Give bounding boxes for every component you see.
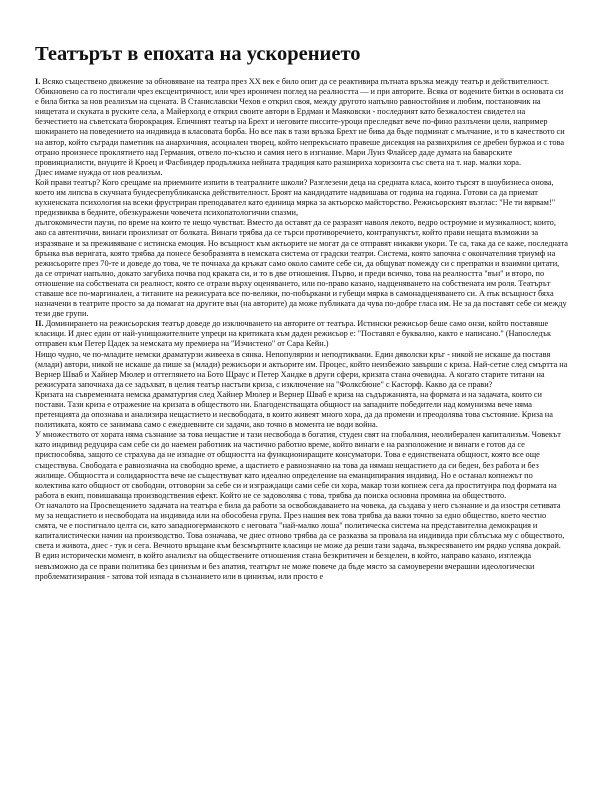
paragraph-text: дългокомичести паузи, по време на които те нещо чувстват. Вместо да оставят да се разразят наволя лекото, ведро остроумие и музикалност, които, ако са автентични, винаги произлизат от болката. Винаги трябва да се търси противоречието, контрапунктът, който прави нещата възможни за изразяване и за преживяване с истинска емоция. Но всъщност към актьорите не могат да се отправят никакви укори. Те са, така да се каже, последната брънка във веригата, която трябва да понесе безобразията в немската система от градски театри. Система, която започна с окончателния триумф на режисьорите през 70-те и доведе до това, че те почнаха да кръжат само около самите себе си, да общуват помежду си с препратки и взаимни цитати, да се отричат напълно, докато загубиха почва под краката си, и то в две отношения. Първо, и преди всичко, това на реалността "вън" и второ, по отношение на собствената си реалност, която се отрази върху оценяването, или по-право казано, надценяването на собствената им роля. Театърът ставаше все по-маргинален, а титаните на режисурата все по-велики, по-побъркани и губещи мярка в самонадценяването си. А пък всъщност бяха назначени в театрите просто за да помагат на другите вън (на авторите) да може публиката да чува по-добре гласа им. Не за да поставят себе си между тези две групи. xyxy=(35,218,568,319)
paragraph xyxy=(35,390,568,430)
article-title: Театърът в епохата на ускорението xyxy=(35,43,361,65)
section-label: II. xyxy=(35,319,44,329)
paragraph-text: Кой прави театър? Кого срещаме на приемните изпити в театралните школи? Разглезени деца на средната класа, които търсят в шоубизнеса онова, което им липсва в скучната бундесрепубликанска действителност. Броят на кандидатите надвишава от година на година. Готови са да приемат кухненската психология на всеки фрустриран преподавател като единица мярка за актьорско майсторство. Режисьорският възглас: "Не ти вярвам!" предизвиква в бедните, обезкуражени човечета психопатологични спазми, xyxy=(35,177,556,218)
paragraph-text: Днес имаме нужда от нов реализъм. xyxy=(35,167,163,177)
paragraph-text: Кризата на съвременната немска драматургия след Хайнер Мюлер и Вернер Шваб е криза на съдържанията, на формата и на задачата, които си постави. Тази криза е отражение на кризата в обществото ни. Благоденстващата общност на западните победители над комунизма вече няма претенцията да опознава и анализира нещастието и несвободата, в които живеят много хора, да да промени и преодолява това състояние. Криза на политиката, която се занимава само с ежедневните си задачи, ако точно в момента не води война. xyxy=(35,389,553,430)
paragraph xyxy=(35,168,568,178)
paragraph-text: Нищо чудно, че по-младите немски драматурзи живееха в сянка. Непопулярни и неподтиквани. Един дяволски кръг - никой не искаше да поставя (млади) автори, никой не искаше да пише за (млади) режисьори и актьорите им. Процес, който неизбежно завърши с криза. Най-сетне след смъртта на Вернер Шваб и Хайнер Мюлер и оттеглянето на Бото Щраус и Петер Хандке в други сфери, кризата стана очевидна. А когато старите титани на режисурата започнаха да се задъхват, в целия театър настъпи криза, с изключение на "Фолксбюне" с Касторф. Какво да се прави? xyxy=(35,349,568,389)
paragraph xyxy=(35,218,568,319)
paragraph-text: Доминирането на режисьорския театър доведе до изключването на авторите от театъра. Истински режисьор беше само онзи, който поставяше класици. И днес един от най-унищожителните упреци на критиката към даден режисьор е: "Поставял е буквално, както е написано." (Напоследък отправен към Петер Цадек за немската му премиера на "Изчистено" от Сара Кейн.) xyxy=(35,319,552,349)
paragraph xyxy=(35,430,568,501)
paragraph-text: В един исторически момент, в който анализът на обществените отношения стана безкритичен и безцелен, в който, направо казано, изглежда невъзможно да се прави политика без цинизъм и без апатия, театърът не може повече да бъде място за самоуверени вчерашни идеологически проблематизирания - затова той изпада в съзнанието или в цинизъм, или просто е xyxy=(35,551,535,581)
paragraph-text: От началото на Просвещението задачата на театъра е била да работи за освобождаването на човека, да създава у него съзнание и да изостря сетивата му за нещастието и несвободата на индивида или на обособена група. През нашия век това трябва да важи точно за едно общество, което честно смята, че е постигнало целта си, като западногерманското с неговата "най-малко лоша" политическа система на представителна демокрация и капиталистически начин на производство. Това означава, че днес отново трябва да се разказва за провала на индивида при сблъсъка му с обществото, света и живота, днес - тук и сега. Вечното връщане към безсмъртните класици не може да реши тази задача, възкресяването им рядко успява докрай. xyxy=(35,500,565,551)
paragraph xyxy=(35,178,568,218)
paragraph-text: У множеството от хората няма съзнание за това нещастие и тази несвобода в богатия, студен свят на глобалния, неолиберален капитализъм. Човекът като индивид редуцира сам себе си до наемен работник на частично работно време, който винаги е на разположение и винаги е готов да се приспособява, защото се страхува да не изпадне от общността на функциониращите консуматори. Това е единствената общност, която все още съществува. Свободата е равнозначна на свободно време, а щастието е равнозначно на това да нямаш нещастието да си беден, без работа и без жилище. Общността и солидарността вече не съществуват като идеално определение на еманципирания индивид. Но е останал копнежът по колектива като общност от свободни, отговорни за себе си и изграждащи сами себе си хора, макар този копнеж сега да проституира под формата на работа в екип, повишаваща производствения ефект. Който не се задоволява с това, трябва да поиска основна промяна на обществото. xyxy=(35,430,561,500)
article-body xyxy=(35,77,568,582)
paragraph xyxy=(35,501,568,551)
paragraph xyxy=(35,551,568,581)
paragraph-text: Всяко съществено движение за обновяване на театра през ХХ век е било опит да се реактивира пътната връзка между театър и действителност. Обикновено са го постигали чрез ексцентричност, или чрез ироничен поглед на реалността — и при авторите. Всяка от водените битки в основата си е била битка за нов реализъм на сцената. В Станиславски Чехов е открил своя, между другото напълно равностойния и любим, постановчик на нищетата и скуката в руските села, а Майерхолд е открил своите автори в Ердман и Маяковски - последният като безжалостен свидетел на безчестието на съветската бюрокрация. Епичният театър на Брехт и неговите писсите-уроци преследват вече по-фино разлъчени цели, например шокирането на поведението на индивида в класовата борба. Но все пак в тази връзка Брехт не бива да бъде подминат с мълчание, и то в качеството си на автор, който съгради паметник на анархичния, асоциален творец, който непрекъснато правеше дисекция на развихрилия се дребен буржоа и с това отрано произнесе проклятието над Германия, отвело по-късно и самия него в изгнание. Мари Луиз Флайсер даде думата на баварските провинциалисти, внуците й Кроец и Фасбиндер продължиха нейната традиция като разшириха хоризонта със света на т. нар. малки хора. xyxy=(35,77,565,167)
paragraph xyxy=(35,319,568,349)
section-label: I. xyxy=(35,77,41,86)
paragraph xyxy=(35,350,568,390)
paragraph xyxy=(35,77,568,168)
